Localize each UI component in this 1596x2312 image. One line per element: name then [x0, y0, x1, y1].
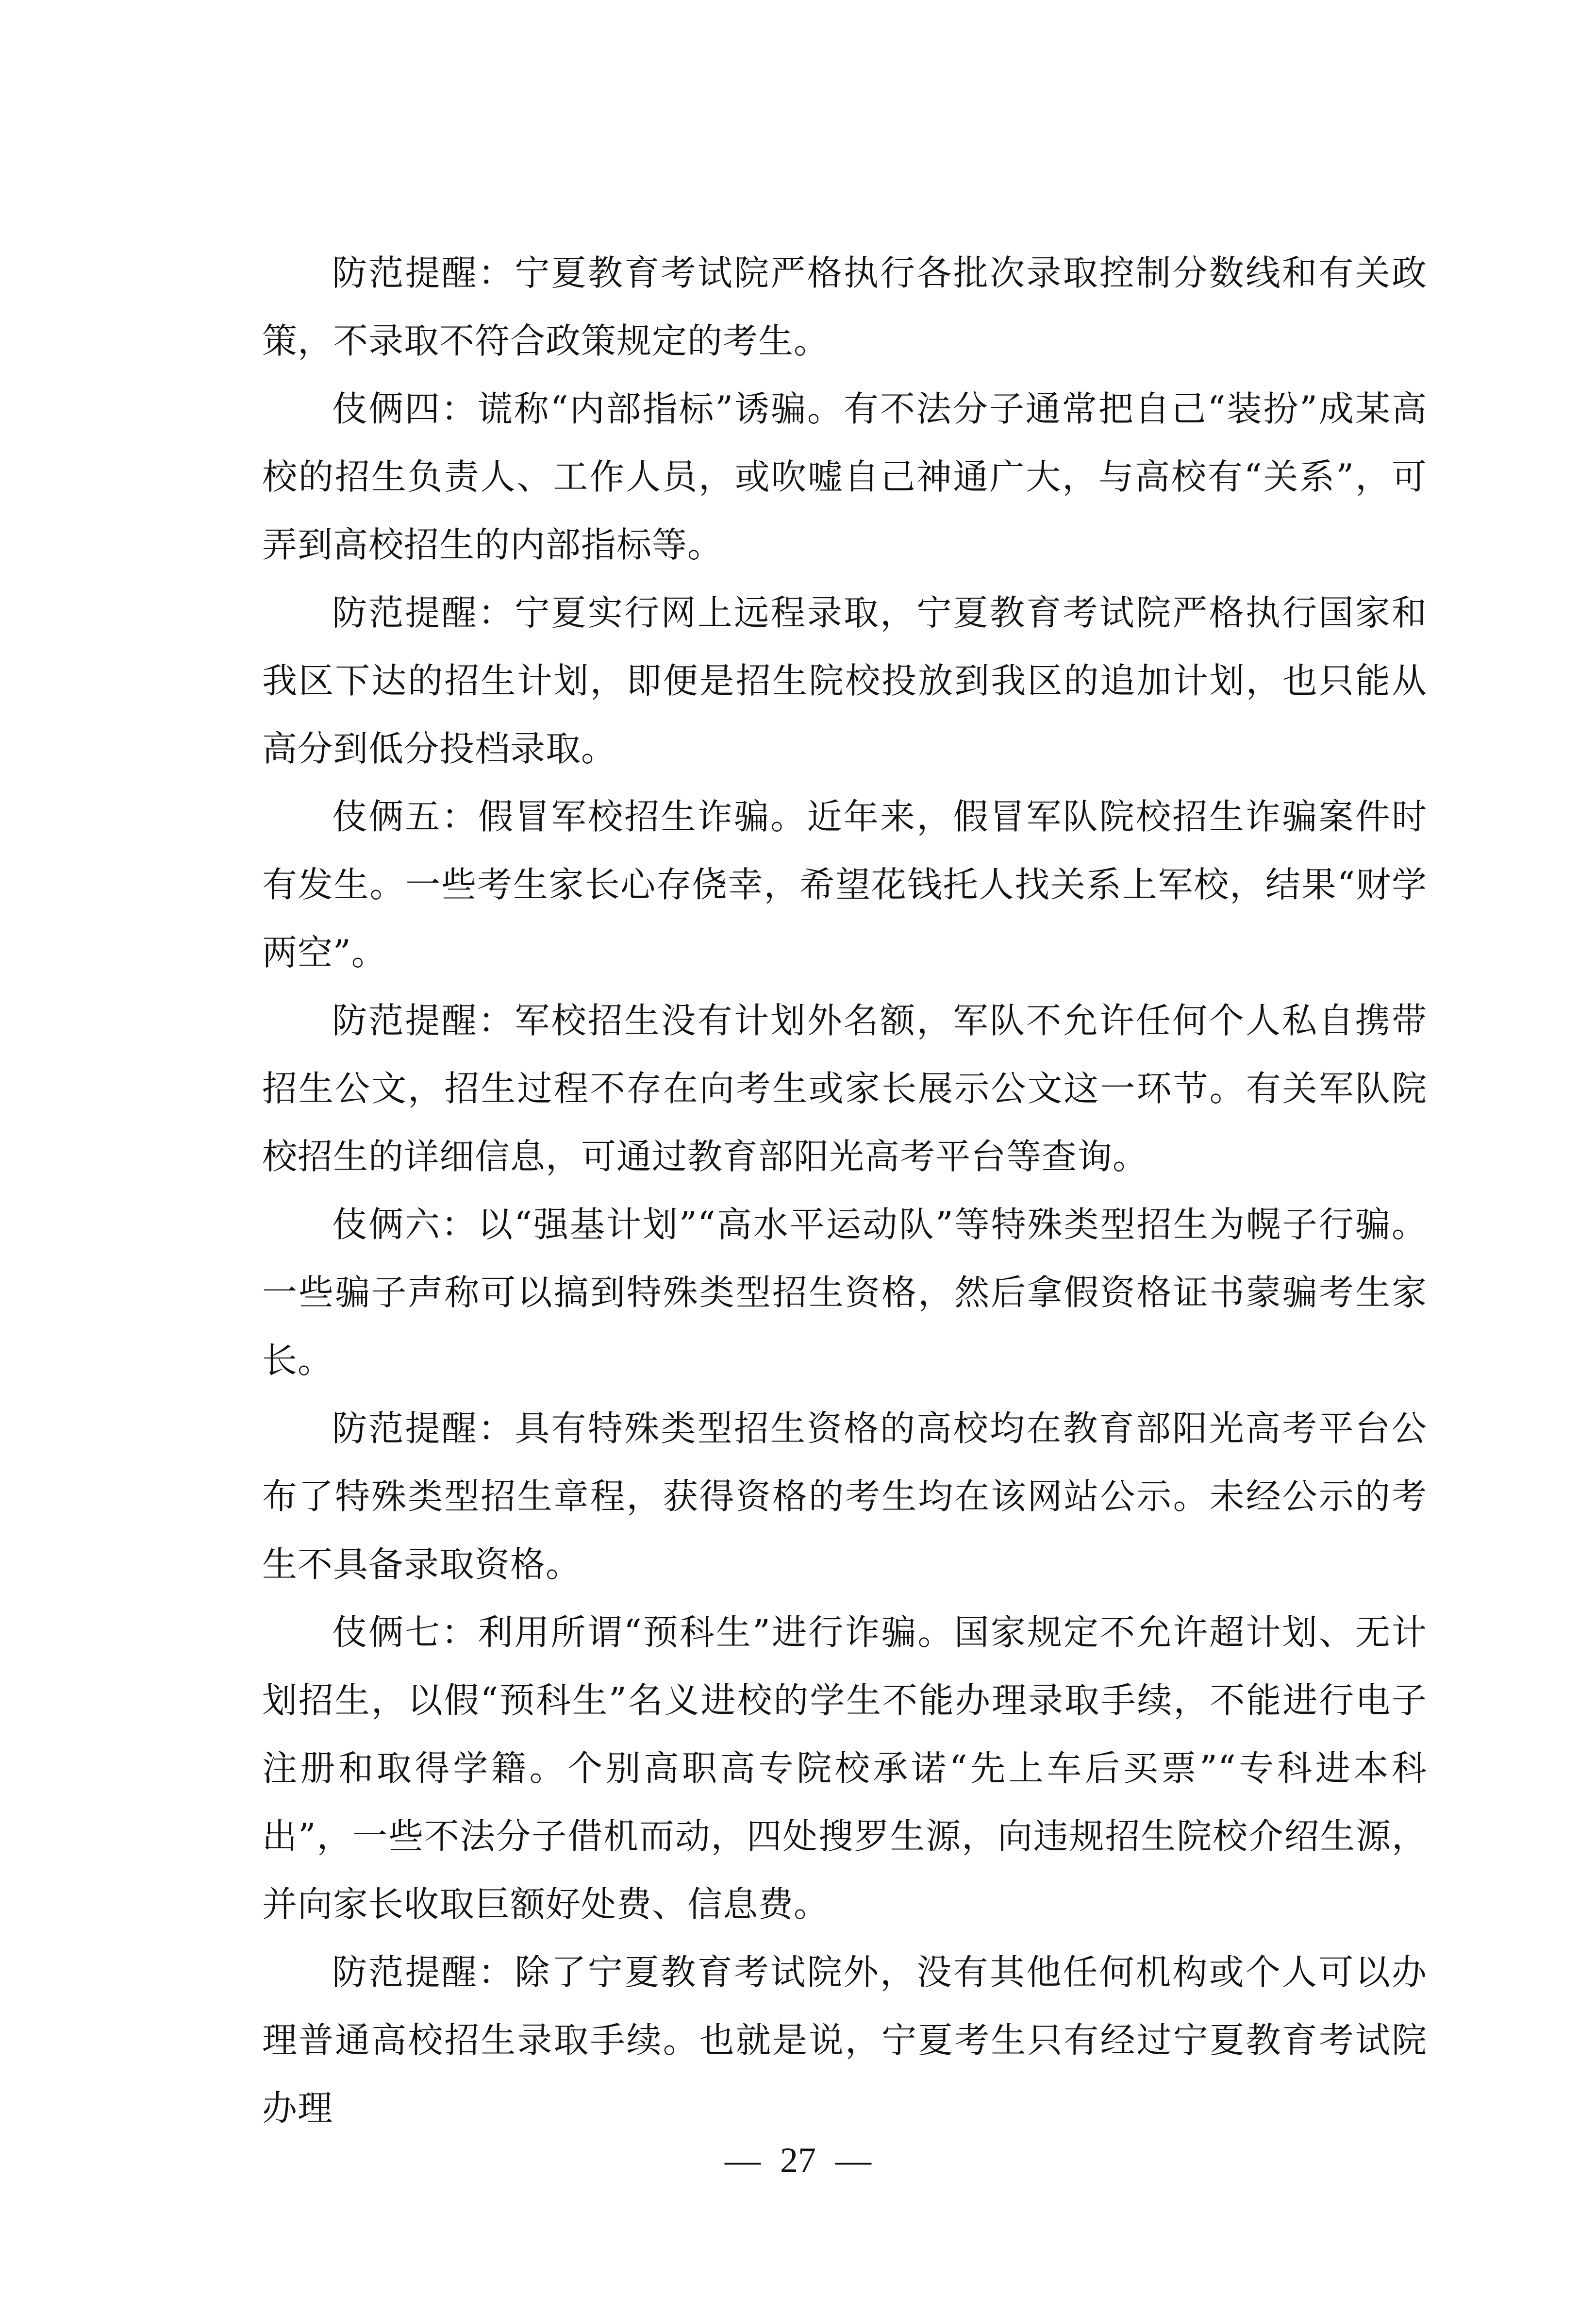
page-number: 27: [780, 2141, 816, 2180]
paragraph-prevention-tip-5: 防范提醒：除了宁夏教育考试院外，没有其他任何机构或个人可以办理普通高校招生录取手续。也就是说，宁夏考生只有经过宁夏教育考试院办理: [262, 1952, 1427, 2128]
paragraph-trick-4: 伎俩四：谎称“内部指标”诱骗。有不法分子通常把自己“装扮”成某高校的招生负责人、工作人员，或吹嘘自己神通广大，与高校有“关系”，可弄到高校招生的内部指标等。: [262, 388, 1427, 565]
paragraph-trick-5: 伎俩五：假冒军校招生诈骗。近年来，假冒军队院校招生诈骗案件时有发生。一些考生家长心存侥幸，希望花钱托人找关系上军校，结果“财学两空”。: [262, 796, 1427, 973]
paragraph-trick-7: 伎俩七：利用所谓“预科生”进行诈骗。国家规定不允许超计划、无计划招生，以假“预科生”名义进校的学生不能办理录取手续，不能进行电子注册和取得学籍。个别高职高专院校承诺“先上车后买票”“专科进本科出”，一些不法分子借机而动，四处搜罗生源，向违规招生院校介绍生源，并向家长收取巨额好处费、信息费。: [262, 1612, 1427, 1925]
footer-dash-right: —: [835, 2141, 871, 2180]
footer-dash-left: —: [725, 2141, 761, 2180]
page-footer: [0, 2136, 1596, 2185]
paragraph-prevention-tip-2: 防范提醒：宁夏实行网上远程录取，宁夏教育考试院严格执行国家和我区下达的招生计划，即便是招生院校投放到我区的追加计划，也只能从高分到低分投档录取。: [262, 592, 1427, 769]
paragraph-trick-6: 伎俩六：以“强基计划”“高水平运动队”等特殊类型招生为幌子行骗。一些骗子声称可以搞到特殊类型招生资格，然后拿假资格证书蒙骗考生家长。: [262, 1204, 1427, 1381]
paragraph-prevention-tip-1: 防范提醒：宁夏教育考试院严格执行各批次录取控制分数线和有关政策，不录取不符合政策规定的考生。: [262, 252, 1427, 361]
body-text: [262, 239, 1427, 2142]
paragraph-prevention-tip-4: 防范提醒：具有特殊类型招生资格的高校均在教育部阳光高考平台公布了特殊类型招生章程，获得资格的考生均在该网站公示。未经公示的考生不具备录取资格。: [262, 1408, 1427, 1585]
paragraph-prevention-tip-3: 防范提醒：军校招生没有计划外名额，军队不允许任何个人私自携带招生公文，招生过程不存在向考生或家长展示公文这一环节。有关军队院校招生的详细信息，可通过教育部阳光高考平台等查询。: [262, 1000, 1427, 1177]
